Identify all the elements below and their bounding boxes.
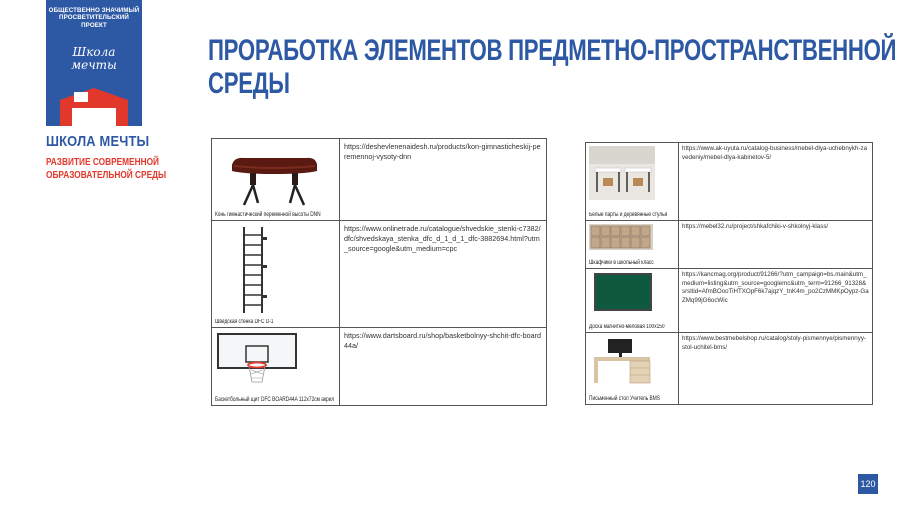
item-caption: Доска магнитно-меловая 100х150	[589, 324, 665, 330]
table-row	[586, 221, 873, 269]
chalkboard-image	[594, 273, 652, 311]
url-cell	[340, 328, 547, 406]
table-row	[212, 328, 547, 406]
item-caption: Шведская стенка DFC D-1	[215, 319, 274, 325]
image-cell	[212, 139, 340, 221]
brand-tagline: ОБЩЕСТВЕННО ЗНАЧИМЫЙ ПРОСВЕТИТЕЛЬСКИЙ ПРОЕКТ	[48, 7, 140, 29]
school-desks-image	[589, 146, 655, 200]
page-title: ПРОРАБОТКА ЭЛЕМЕНТОВ ПРЕДМЕТНО-ПРОСТРАНСТВЕННОЙ СРЕДЫ	[208, 34, 897, 100]
table-row	[586, 143, 873, 221]
item-url[interactable]: https://www.onlinetrade.ru/catalogue/shvedskie_stenki-c7382/dfc/shvedskaya_stenka_dfc_d_1_d_1_dfc-3882694.html?utm_source=google&utm_medium=cpc	[344, 224, 541, 253]
item-url[interactable]: https://www.dartsboard.ru/shop/basketbolnyy-shchit-dfc-board44a/	[344, 331, 541, 350]
url-cell	[340, 139, 547, 221]
item-url[interactable]: https://kancmag.org/product/91266/?utm_campaign=bs.main&utm_medium=listing&utm_source=googlemc&utm_term=91266_91328&srsltid=AfmBOooTiHTXOpF6k7ajqzY_tnK4m_po2CzMMKpOypz-GaZMq99jG6ocWic	[682, 271, 869, 304]
sport-equipment-table	[211, 138, 547, 406]
brand-banner	[46, 0, 142, 126]
image-cell	[212, 221, 340, 328]
item-caption: Баскетбольный щит DFC BOARD44A 112х72см акрил	[215, 397, 335, 403]
page-number: 120	[858, 474, 878, 494]
brand-logo-script: Школа мечты	[71, 45, 117, 72]
table-row	[212, 139, 547, 221]
image-cell	[212, 328, 340, 406]
table-row	[586, 333, 873, 405]
school-house-icon	[46, 86, 142, 126]
basketball-board-image	[216, 332, 298, 388]
url-cell	[679, 143, 873, 221]
item-caption: Белые парты и деревянные стулья	[589, 212, 668, 218]
image-cell	[586, 221, 679, 269]
brand-name: ШКОЛА МЕЧТЫ	[46, 133, 150, 150]
item-caption: Письменный стол Учитель BMS	[589, 396, 660, 402]
image-cell	[586, 143, 679, 221]
url-cell	[679, 269, 873, 333]
item-url[interactable]: https://mebel32.ru/project/shkafchiki-v-shkolnyj-klass/	[682, 223, 829, 230]
image-cell	[586, 333, 679, 405]
brand-subtitle: РАЗВИТИЕ СОВРЕМЕННОЙ ОБРАЗОВАТЕЛЬНОЙ СРЕДЫ	[46, 157, 167, 181]
item-url[interactable]: https://www.bestmebelshop.ru/catalog/stoly-pismennye/pismennyy-stol-uchitel-bms/	[682, 335, 866, 351]
wall-bars-image	[234, 225, 274, 315]
image-cell	[586, 269, 679, 333]
lockers-image	[589, 224, 653, 250]
url-cell	[679, 221, 873, 269]
item-caption: Конь гимнастический переменной высоты DNN	[215, 212, 321, 218]
table-row	[212, 221, 547, 328]
pommel-horse-image	[224, 151, 324, 207]
url-cell	[340, 221, 547, 328]
table-row	[586, 269, 873, 333]
item-url[interactable]: https://www.ak-uyuta.ru/catalog-business/mebel-dlya-uchebnykh-zavedeniy/mebel-dlya-kabinetov-5/	[682, 145, 868, 161]
item-caption: Шкафчики в школьный класс	[589, 260, 654, 266]
classroom-furniture-table	[585, 142, 873, 405]
teacher-desk-image	[592, 337, 652, 385]
item-url[interactable]: https://deshevlenenaidesh.ru/products/kon-gimnasticheskij-peremennoj-vysoty-dnn	[344, 142, 541, 161]
url-cell	[679, 333, 873, 405]
